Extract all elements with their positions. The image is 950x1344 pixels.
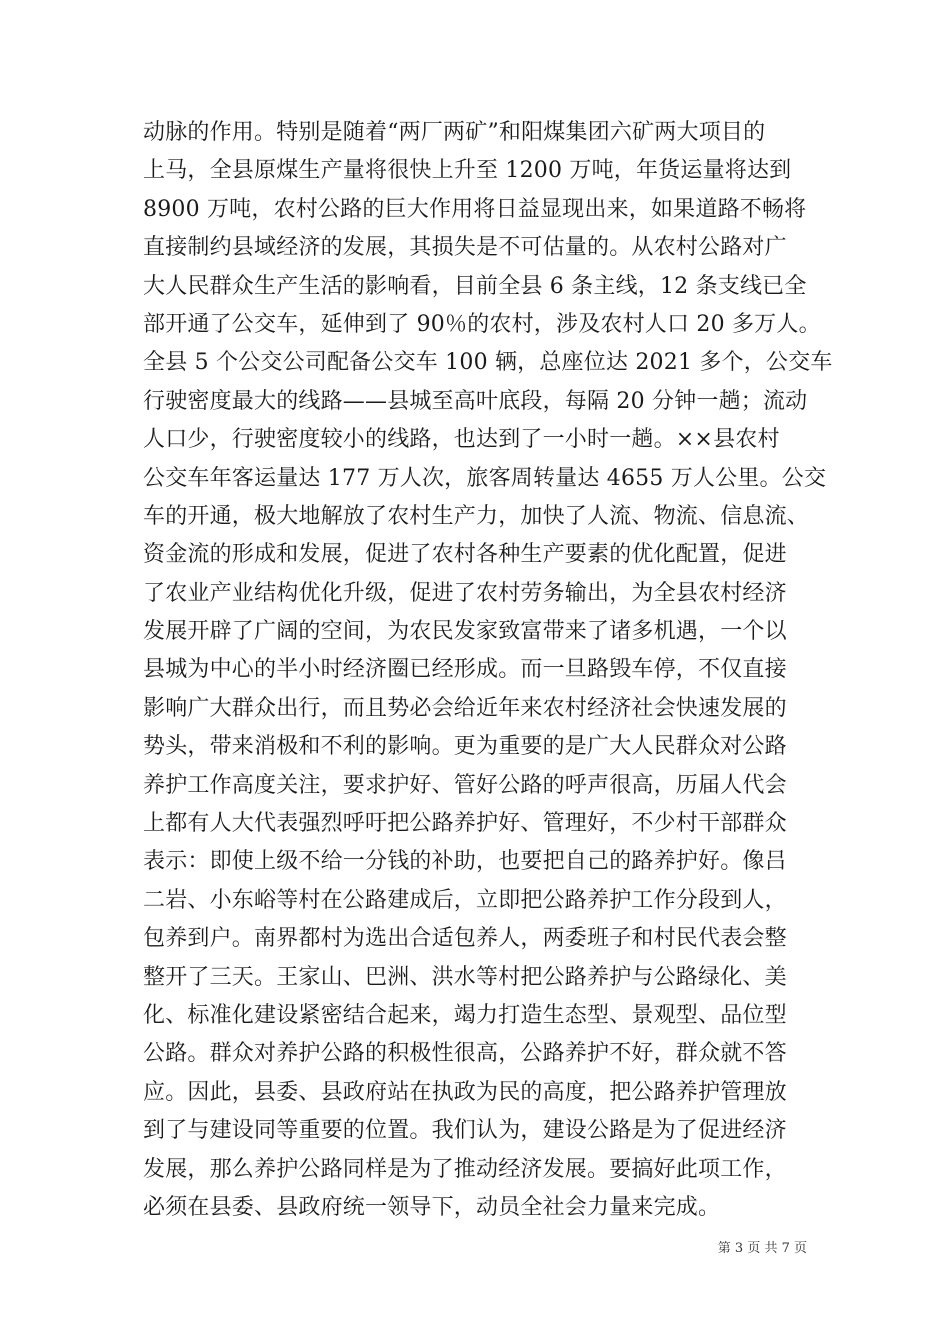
text-line: 大人民群众生产生活的影响看，目前全县 6 条主线，12 条支线已全 <box>143 273 807 299</box>
text-line: 了农业产业结构优化升级，促进了农村劳务输出，为全县农村经济 <box>143 580 787 606</box>
text-line: 行驶密度最大的线路——县城至高叶底段，每隔 20 分钟一趟；流动 <box>143 388 808 414</box>
text-line: 势头，带来消极和不利的影响。更为重要的是广大人民群众对公路 <box>143 734 787 760</box>
text-line: 包养到户。南界都村为选出合适包养人，两委班子和村民代表会整 <box>143 926 787 952</box>
text-line: 全县 5 个公交公司配备公交车 100 辆，总座位达 2021 多个，公交车 <box>143 350 833 376</box>
text-line: 影响广大群众出行，而且势必会给近年来农村经济社会快速发展的 <box>143 695 787 721</box>
text-line: 人口少，行驶密度较小的线路，也达到了一小时一趟。××县农村 <box>143 427 780 453</box>
body-text <box>143 114 833 1227</box>
text-line: 县城为中心的半小时经济圈已经形成。而一旦路毁车停，不仅直接 <box>143 657 787 683</box>
text-line: 部开通了公交车，延伸到了 90％的农村，涉及农村人口 20 多万人。 <box>143 311 821 337</box>
text-line: 化、标准化建设紧密结合起来，竭力打造生态型、景观型、品位型 <box>143 1002 787 1028</box>
text-line: 动脉的作用。特别是随着“两厂两矿”和阳煤集团六矿两大项目的 <box>143 120 766 145</box>
text-line: 养护工作高度关注，要求护好、管好公路的呼声很高，历届人代会 <box>143 772 787 798</box>
text-line: 应。因此，县委、县政府站在执政为民的高度，把公路养护管理放 <box>143 1079 787 1105</box>
text-line: 发展开辟了广阔的空间，为农民发家致富带来了诸多机遇，一个以 <box>143 619 787 645</box>
page-number-footer: 第 3 页 共 7 页 <box>717 1241 807 1256</box>
text-line: 表示：即使上级不给一分钱的补助，也要把自己的路养护好。像吕 <box>143 849 787 875</box>
text-line: 公路。群众对养护公路的积极性很高，公路养护不好，群众就不答 <box>143 1041 787 1067</box>
text-line: 公交车年客运量达 177 万人次，旅客周转量达 4655 万人公里。公交 <box>143 465 827 491</box>
text-line: 发展，那么养护公路同样是为了推动经济发展。要搞好此项工作， <box>143 1156 787 1182</box>
text-line: 到了与建设同等重要的位置。我们认为，建设公路是为了促进经济 <box>143 1118 787 1144</box>
text-line: 上马，全县原煤生产量将很快上升至 1200 万吨，年货运量将达到 <box>143 158 792 184</box>
text-line: 车的开通，极大地解放了农村生产力，加快了人流、物流、信息流、 <box>143 503 810 529</box>
text-line: 直接制约县域经济的发展，其损失是不可估量的。从农村公路对广 <box>143 235 787 261</box>
text-line: 二岩、小东峪等村在公路建成后，立即把公路养护工作分段到人， <box>143 887 787 913</box>
text-line: 8900 万吨，农村公路的巨大作用将日益显现出来，如果道路不畅将 <box>143 196 807 222</box>
text-line: 必须在县委、县政府统一领导下，动员全社会力量来完成。 <box>143 1194 721 1220</box>
text-line: 整开了三天。王家山、巴洲、洪水等村把公路养护与公路绿化、美 <box>143 964 787 990</box>
text-line: 上都有人大代表强烈呼吁把公路养护好、管理好，不少村干部群众 <box>143 811 787 837</box>
text-line: 资金流的形成和发展，促进了农村各种生产要素的优化配置，促进 <box>143 542 787 568</box>
